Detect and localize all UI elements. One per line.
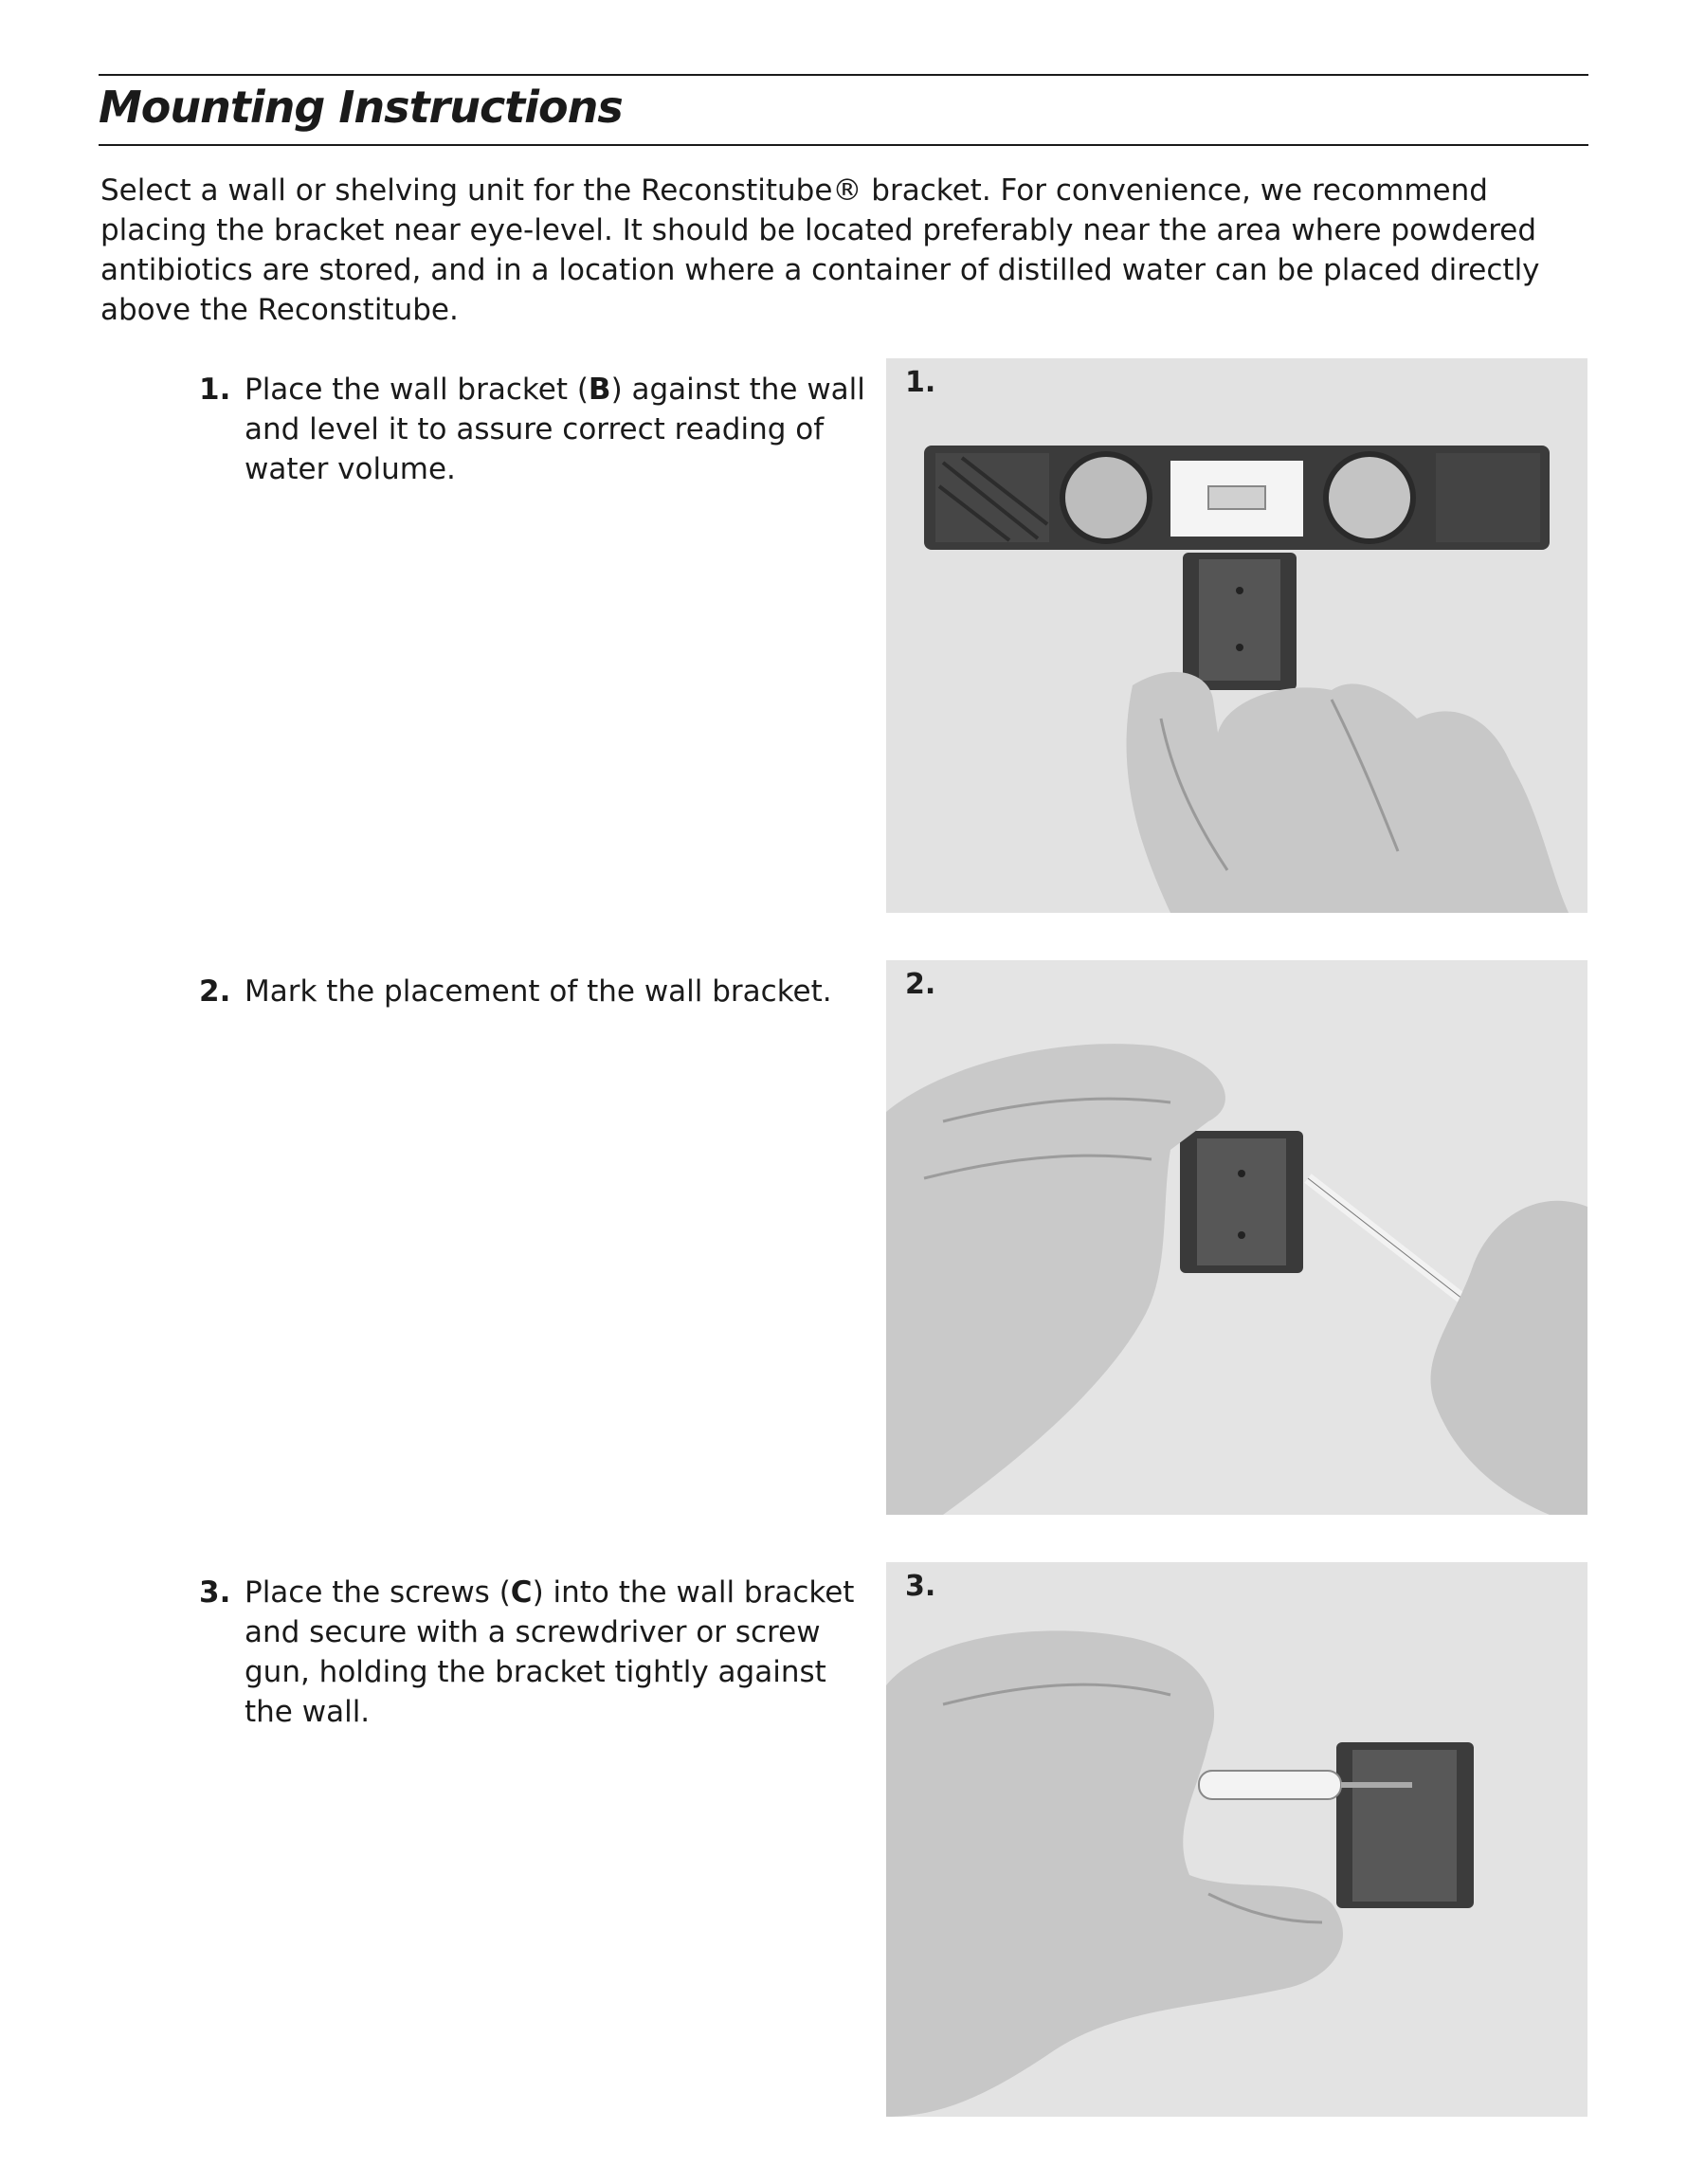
- step-2-photo-label: 2.: [905, 968, 936, 1001]
- title-rule: [99, 144, 1588, 146]
- step-1-number: 1.: [199, 373, 231, 407]
- step-1-photo: [886, 358, 1587, 913]
- step-3-photo: [886, 1562, 1587, 2117]
- marking-bracket-illustration: [886, 960, 1587, 1515]
- top-rule: [99, 74, 1588, 76]
- step-1-text-after: ) against the wall and level it to assure correct reading of water volume.: [245, 373, 865, 486]
- step-3-part-letter: C: [510, 1575, 533, 1610]
- step-2-number: 2.: [199, 974, 231, 1009]
- step-2-photo: [886, 960, 1587, 1515]
- step-3-text-after: ) into the wall bracket and secure with a screwdriver or screw gun, holding the bracket tightly against the wall.: [245, 1575, 855, 1729]
- step-3-number: 3.: [199, 1575, 231, 1610]
- step-1-text-before: Place the wall bracket (: [245, 373, 589, 407]
- step-1-part-letter: B: [588, 373, 611, 407]
- step-2-text-body: Mark the placement of the wall bracket.: [245, 974, 832, 1009]
- level-and-bracket-illustration: [886, 358, 1587, 913]
- step-3-text: [199, 1573, 870, 1732]
- intro-paragraph: Select a wall or shelving unit for the Reconstitube® bracket. For convenience, we recommend placing the bracket near eye-level. It should be located preferably near the area where powdered antibiotics are stored, and in a location where a container of distilled water can be placed directly above the Reconstitube.: [100, 173, 1540, 327]
- step-1-text: [199, 370, 870, 489]
- step-2-text: [199, 972, 870, 1011]
- step-3-text-before: Place the screws (: [245, 1575, 511, 1610]
- page-title: Mounting Instructions: [99, 82, 623, 133]
- screwing-bracket-illustration: [886, 1562, 1587, 2117]
- step-3-photo-label: 3.: [905, 1570, 936, 1603]
- step-1-photo-label: 1.: [905, 366, 936, 399]
